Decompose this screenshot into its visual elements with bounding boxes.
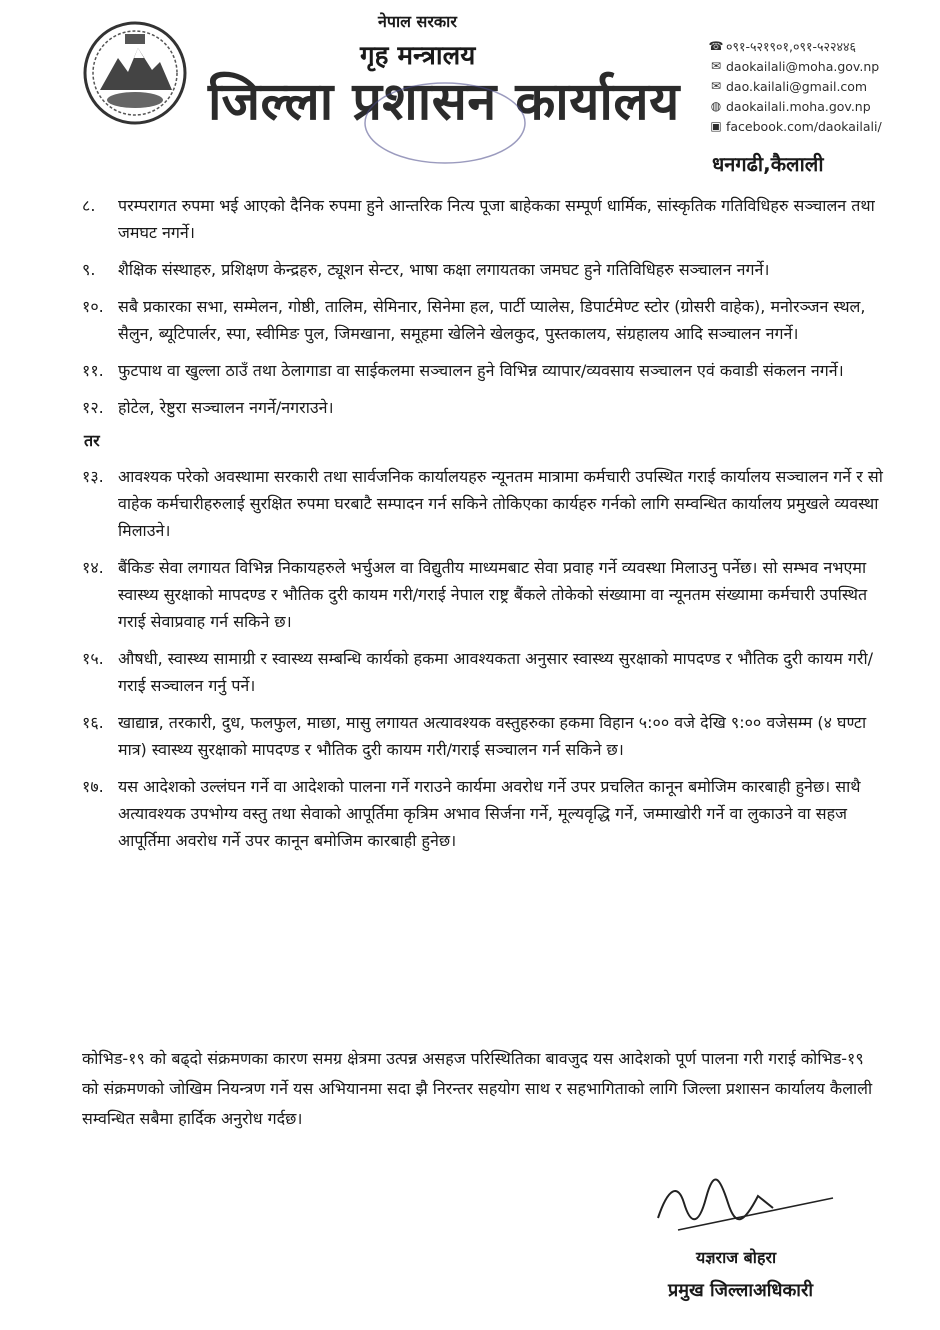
list-item: [82, 256, 892, 283]
website-text[interactable]: daokailali.moha.gov.np: [726, 98, 871, 114]
contact-email-1[interactable]: [706, 56, 930, 76]
signature: [648, 1168, 838, 1238]
item-number: १०.: [82, 297, 104, 316]
contact-email-2[interactable]: [706, 76, 930, 96]
phone-text: ०९१-५२१९०१,०९१-५२२४४६: [726, 38, 856, 54]
item-text: औषधी, स्वास्थ्य सामाग्री र स्वास्थ्य सम्बन्धि कार्यको हकमा आवश्यकता अनुसार स्वास्थ्य सुरक्षाको मापदण्ड र भौतिक दुरी कायम गरी/गराई सञ्चालन गर्नु पर्ने।: [118, 649, 874, 695]
mail-icon: ✉: [710, 59, 722, 73]
ministry-name: गृह मन्त्रालय: [360, 41, 476, 71]
list-item: [82, 773, 892, 854]
signer-title: प्रमुख जिल्लाअधिकारी: [668, 1280, 813, 1301]
government-name: नेपाल सरकार: [378, 12, 457, 31]
item-text: परम्परागत रुपमा भई आएको दैनिक रुपमा हुने आन्तरिक नित्य पूजा बाहेकका सम्पूर्ण धार्मिक, सांस्कृतिक गतिविधिहरु सञ्चालन तथा जमघट नगर्ने।: [118, 196, 875, 242]
office-stamp: [360, 78, 530, 168]
list-item: [82, 709, 892, 763]
item-number: ८.: [82, 196, 96, 215]
item-number: १६.: [82, 713, 104, 732]
item-number: ११.: [82, 361, 104, 380]
list-item: [82, 645, 892, 699]
facebook-text[interactable]: facebook.com/daokailali/: [726, 118, 882, 134]
order-items: [82, 192, 892, 864]
item-number: १३.: [82, 467, 104, 486]
item-number: १४.: [82, 558, 104, 577]
item-text: होटेल, रेष्टुरा सञ्चालन नगर्ने/नगराउने।: [118, 398, 334, 417]
closing-paragraph: कोभिड-१९ को बढ्दो संक्रमणका कारण समग्र क्षेत्रमा उत्पन्न असहज परिस्थितिका बावजुद यस आदेशको पूर्ण पालना गरी गराई कोभिड-१९ को संक्रमणको जोखिम नियन्त्रण गर्ने यस अभियानमा सदा झै निरन्तर सहयोग साथ र सहभागिताको लागि जिल्ला प्रशासन कार्यालय कैलाली सम्वन्धित सबैमा हार्दिक अनुरोध गर्दछ।: [82, 1049, 873, 1128]
office-name: जिल्ला प्रशासन कार्यालय: [208, 72, 680, 132]
contact-phone: [706, 36, 930, 56]
list-item: [82, 394, 892, 421]
item-text: यस आदेशको उल्लंघन गर्ने वा आदेशको पालना गर्ने गराउने कार्यमा अवरोध गर्ने उपर प्रचलित कानून बमोजिम कारबाही हुनेछ। साथै अत्यावश्यक उपभोग्य वस्तु तथा सेवाको आपूर्तिमा कृत्रिम अभाव सिर्जना गर्ने, मूल्यवृद्धि गर्ने, जम्माखोरी गर्ने वा लुकाउने वा सहज आपूर्तिमा अवरोध गर्ने उपर कानून बमोजिम कारबाही हुनेछ।: [118, 777, 861, 850]
contact-facebook[interactable]: [706, 116, 930, 136]
item-text: शैक्षिक संस्थाहरु, प्रशिक्षण केन्द्रहरु, ट्यूशन सेन्टर, भाषा कक्षा लगायतका जमघट हुने गतिविधिहरु सञ्चालन नगर्ने।: [118, 260, 770, 279]
email-text[interactable]: daokailali@moha.gov.np: [726, 58, 880, 74]
signer-name: यज्ञराज बोहरा: [696, 1248, 777, 1267]
list-item: [82, 554, 892, 635]
item-text: बैंकिङ सेवा लगायत विभिन्न निकायहरुले भर्चुअल वा विद्युतीय माध्यमबाट सेवा प्रवाह गर्ने व्यवस्था मिलाउनु पर्नेछ। सो सम्भव नभएमा स्वास्थ्य सुरक्षाको मापदण्ड र भौतिक दुरी कायम गरी/गराई नेपाल राष्ट्र बैंकले तोकेको संख्यामा वा न्यूनतम संख्यामा कर्मचारी उपस्थित गराई सेवाप्रवाह गर्न सकिने छ।: [118, 558, 868, 631]
item-number: १७.: [82, 777, 104, 796]
mail-icon: ✉: [710, 79, 722, 93]
contact-website[interactable]: [706, 96, 930, 116]
list-item: [82, 463, 892, 544]
item-text: आवश्यक परेको अवस्थामा सरकारी तथा सार्वजनिक कार्यालयहरु न्यूनतम मात्रामा कर्मचारी उपस्थित गराई कार्यालय सञ्चालन गर्ने र सो वाहेक कर्मचारीहरुलाई सुरक्षित रुपमा घरबाटै सम्पादन गर्न सकिने तोकिएका कार्यहरु गर्नको लागि सम्वन्धित कार्यालय प्रमुखले व्यवस्था मिलाउने।: [118, 467, 883, 540]
item-text: खाद्यान्न, तरकारी, दुध, फलफुल, माछा, मासु लगायत अत्यावश्यक वस्तुहरुका हकमा विहान ५:०० वजे देखि ९:०० वजेसम्म (४ घण्टा मात्र) स्वास्थ्य सुरक्षाको मापदण्ड र भौतिक दुरी कायम गरी/गराई सञ्चालन गर्न सकिने छ।: [118, 713, 867, 759]
list-item: [82, 357, 892, 384]
globe-icon: ◍: [710, 99, 722, 113]
contact-block: [706, 36, 930, 136]
item-number: १५.: [82, 649, 104, 668]
item-number: ९.: [82, 260, 96, 279]
list-item: [82, 293, 892, 347]
office-location: धनगढी,कैलाली: [712, 152, 824, 176]
nepal-emblem-icon: [80, 18, 190, 128]
item-number: १२.: [82, 398, 104, 417]
item-text: सबै प्रकारका सभा, सम्मेलन, गोष्ठी, तालिम, सेमिनार, सिनेमा हल, पार्टी प्यालेस, डिपार्टमेण्ट स्टोर (ग्रोसरी वाहेक), मनोरञ्जन स्थल, सैलुन, ब्यूटिपार्लर, स्पा, स्वीमिङ पुल, जिमखाना, समूहमा खेलिने खेलकुद, पुस्तकालय, संग्रहालय आदि सञ्चालन नगर्ने।: [118, 297, 866, 343]
item-text: फुटपाथ वा खुल्ला ठाउँ तथा ठेलागाडा वा साईकलमा सञ्चालन हुने विभिन्न व्यापार/व्यवसाय सञ्चालन एवं कवाडी संकलन नगर्ने।: [118, 361, 844, 380]
section-label-tar: तर: [84, 431, 100, 450]
phone-icon: ☎: [708, 39, 724, 53]
facebook-icon: ▣: [710, 119, 722, 133]
email-text[interactable]: dao.kailali@gmail.com: [726, 78, 868, 94]
list-item: [82, 192, 892, 246]
